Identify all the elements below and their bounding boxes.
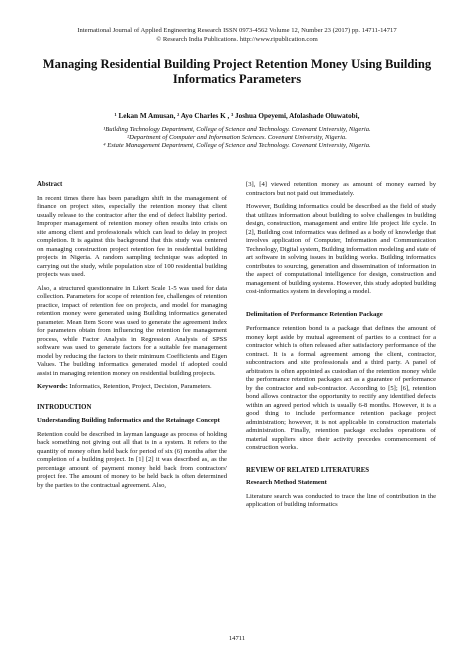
right-paragraph-2: However, Building informatics could be described as the field of study that utilizes information about building to solve challenges in building design, construction, management and entire life project life cycle. In [2], Building cost informatics was defined as a body of knowledge that involves application of Computer, Information and Communication Technology, Digital system, Building information modeling and state of art software in solving issues in building works. Building informatics contributes to sourcing, generation and dissemination of information in the aspect of computational intelligence for design, construction and management of building systems. However, this study adopted building cost-informatics system in developing a model. — [246, 203, 436, 295]
journal-citation: International Journal of Applied Engineering Research ISSN 0973-4562 Volume 12, Number 23 (2017) pp. 14711-14717 — [77, 27, 397, 34]
review-heading: REVIEW OF RELATED LITERATURES — [246, 466, 370, 474]
author-list: ¹ Lekan M Amusan, ² Ayo Charles K , ³ Joshua Opeyemi, Afolashade Oluwatobi, — [114, 112, 360, 120]
page-number: 14711 — [228, 635, 246, 642]
right-column — [246, 181, 436, 510]
publisher-line: © Research India Publications. http://www.ripublication.com — [156, 36, 318, 43]
affiliation-1: ¹Building Technology Department, College of Science and Technology. Covenant University, Nigeria. — [103, 126, 371, 133]
introduction-subheading: Understanding Building Informatics and the Retainage Concept — [37, 417, 220, 424]
affiliation-2: ²Department of Computer and Information Sciences. Covenant University, Nigeria. — [127, 134, 347, 141]
right-paragraph-4: Literature search was conducted to trace the line of contribution in the application of building informatics — [246, 492, 436, 508]
abstract-paragraph-1: In recent times there has been paradigm shift in the management of finance on project sites, especially the retention money that client usually release to the contractor after the end of defect liability period. Improper management of retention money often results into crisis on site among client and professionals which can lead to delay in project completion. It is against this background that this study was centered on managing construction project retention fee in residential building projects in Nigeria. A random sampling technique was adopted in carrying out the study, while population size of 100 residential building projects was used. — [37, 194, 227, 278]
right-paragraph-1: [3], [4] viewed retention money as amount of money earned by contractors but not paid out immediately. — [246, 181, 436, 197]
right-paragraph-3: Performance retention bond is a package that defines the amount of money kept aside by mutual agreement of parties to a contract for a contractor which is often released after satisfactory performance of the contract. It is a formal agreement among the client, contractor, subcontractors and site professionals and a third party. A panel of arbitrators is often appointed as custodian of the retention money while the performance retention packages act as a guarantee of performance by the contractor and sub-contractor. According to [5]; [6], retention bond allows contractor the opportunity to rectify any identified defects within an agreed period which is usually 6-8 months. However, it is a good thing to include performance retention package project administration; however, it is not applicable in construction materials administration. Finally, retention package excludes operations of material suppliers since their activity precedes commencement of construction works. — [246, 325, 436, 451]
affiliation-3: ⁴ Estate Management Department, College of Science and Technology. Covenant University, Nigeria. — [103, 142, 371, 149]
delimitation-heading: Delimitation of Performance Retention Package — [246, 310, 383, 318]
paper-title: Managing Residential Building Project Retention Money Using Building Informatics Parameters — [42, 57, 432, 86]
keywords-label: Keywords: — [37, 383, 68, 390]
keywords — [37, 383, 227, 392]
abstract-paragraph-2: Also, a structured questionnaire in Likert Scale 1-5 was used for data collection. Parameters for scope of retention fee, challenges of retention practice, impact of retention fee on projects, and model for managing retention money were generated using Building informatics generated parameter. Mean Item Score was used to generate the agreement index for parameters obtain from influencing the retention fee management process, while Factor Analysis in Regression Analysis of SPSS software was used to generate factors for a suitable fee management model by reducing the factors to their minimum Coefficients and Eigen Values. The building informatics generated model if adopted could assist in managing retention money on residential building projects. — [37, 284, 227, 377]
abstract-heading: Abstract — [37, 181, 63, 188]
keywords-text: Informatics, Retention, Project, Decision, Parameters. — [67, 383, 212, 390]
introduction-heading: INTRODUCTION — [37, 403, 92, 411]
left-column — [37, 181, 227, 490]
research-method-subheading: Research Method Statement — [246, 479, 327, 486]
introduction-paragraph-1: Retention could be described in layman language as process of holding back something not giving out all that is in a system. It refers to the quantity of money often held back for period of six (6) months after the completion of a building project. In [1] [2] it was described as, as the percentage amount of payment money held back from contractors' project fee. The amount of money to be held back is often determined by the parties to the contractual agreement. Also, — [37, 430, 227, 489]
